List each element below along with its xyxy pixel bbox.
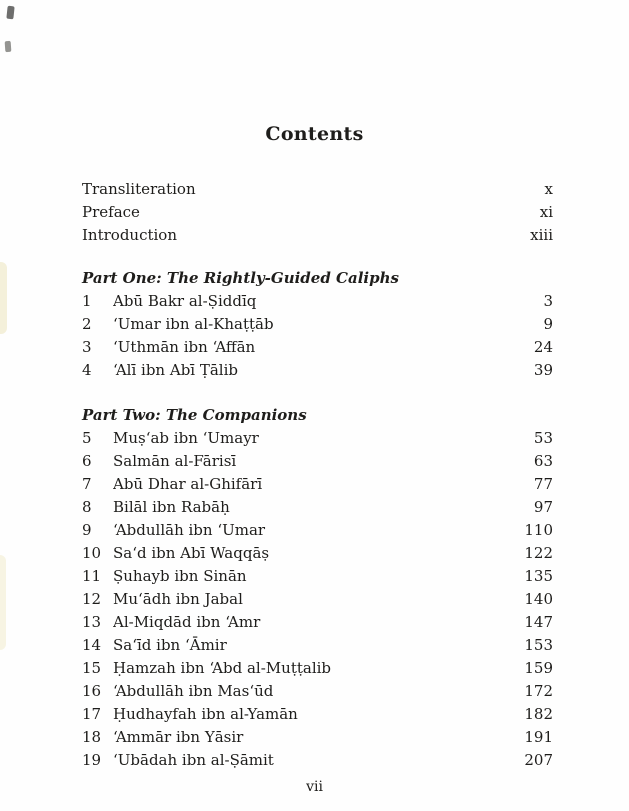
toc-entry-number: 18 — [82, 728, 102, 746]
toc-entry-title: Abū Dhar al-Ghifārī — [113, 475, 263, 493]
toc-section — [82, 404, 553, 772]
toc-entry-page: 77 — [533, 475, 553, 493]
toc-entry-number: 9 — [82, 521, 92, 539]
toc-sections-container — [82, 267, 553, 772]
toc-entry-page: 207 — [524, 751, 553, 769]
toc-entry-row — [82, 588, 553, 611]
toc-entry-page: 153 — [524, 636, 553, 654]
toc-entry-title: ‘Umar ibn al-Khaṭṭāb — [113, 315, 274, 333]
toc-entry-title: Mu‘ādh ibn Jabal — [113, 590, 243, 608]
toc-entry-page: 39 — [533, 361, 553, 379]
toc-entry-page: xi — [539, 203, 553, 221]
scan-speck-artifact — [6, 6, 14, 20]
toc-entry-page: 122 — [524, 544, 553, 562]
toc-entry-page: 53 — [533, 429, 553, 447]
toc-entry-row — [82, 703, 553, 726]
toc-entry-row — [82, 359, 553, 382]
toc-entry-label: Introduction — [82, 226, 177, 244]
toc-entry-page: 3 — [543, 292, 553, 310]
toc-entry-page: 147 — [524, 613, 553, 631]
toc-entry-row — [82, 680, 553, 703]
toc-entry-page: 110 — [524, 521, 553, 539]
toc-entry-title: ‘Abdullāh ibn Mas‘ūd — [113, 682, 274, 700]
toc-entry-page: 97 — [533, 498, 553, 516]
toc-entry-row — [82, 657, 553, 680]
toc-entry-title: Ṣuhayb ibn Sinān — [113, 567, 247, 585]
toc-entry-label: Preface — [82, 203, 140, 221]
toc-entry-number: 7 — [82, 475, 92, 493]
toc-entry-title: ‘Ubādah ibn al-Ṣāmit — [113, 751, 274, 769]
toc-entry-page: 63 — [533, 452, 553, 470]
toc-front-matter-row — [82, 224, 553, 247]
toc-entry-title: Abū Bakr al-Ṣiddīq — [113, 292, 257, 310]
toc-entry-title: Sa‘d ibn Abī Waqqāṣ — [113, 544, 270, 562]
table-of-contents — [82, 178, 553, 772]
toc-entry-number: 2 — [82, 315, 92, 333]
toc-entry-title: Al-Miqdād ibn ‘Amr — [113, 613, 261, 631]
toc-entry-page: 24 — [533, 338, 553, 356]
toc-entry-row — [82, 542, 553, 565]
toc-entry-page: 140 — [524, 590, 553, 608]
toc-entry-title: Muṣ‘ab ibn ‘Umayr — [113, 429, 259, 447]
toc-entry-title: ‘Uthmān ibn ‘Affān — [113, 338, 256, 356]
toc-entry-title: ‘Alī ibn Abī Ṭālib — [113, 361, 239, 379]
toc-entry-number: 13 — [82, 613, 102, 631]
toc-entry-page: x — [544, 180, 553, 198]
toc-entry-page: 9 — [543, 315, 553, 333]
toc-front-matter-row — [82, 201, 553, 224]
toc-entry-number: 17 — [82, 705, 102, 723]
toc-entry-row — [82, 749, 553, 772]
toc-entry-row — [82, 473, 553, 496]
toc-entry-page: 159 — [524, 659, 553, 677]
toc-entry-title: Ḥudhayfah ibn al-Yamān — [113, 705, 298, 723]
page-title: Contents — [265, 123, 364, 145]
toc-entry-number: 4 — [82, 361, 92, 379]
toc-entry-page: xiii — [530, 226, 553, 244]
toc-entry-title: Ḥamzah ibn ‘Abd al-Muṭṭalib — [113, 659, 332, 677]
toc-entry-row — [82, 336, 553, 359]
toc-section-entries — [82, 290, 553, 382]
scan-speck-artifact — [5, 41, 12, 52]
toc-entry-page: 182 — [524, 705, 553, 723]
toc-section — [82, 267, 553, 382]
scan-smudge-artifact — [0, 555, 6, 650]
toc-section-heading: Part Two: The Companions — [82, 406, 307, 424]
toc-entry-row — [82, 496, 553, 519]
toc-entry-number: 6 — [82, 452, 92, 470]
toc-section-entries — [82, 427, 553, 772]
folio-page-number: vii — [306, 779, 323, 795]
toc-entry-number: 1 — [82, 292, 92, 310]
toc-entry-row — [82, 565, 553, 588]
scan-smudge-artifact — [0, 262, 7, 334]
toc-entry-title: Sa‘īd ibn ‘Āmir — [113, 636, 227, 654]
toc-entry-label: Transliteration — [82, 180, 196, 198]
toc-entry-number: 10 — [82, 544, 102, 562]
front-matter-list — [82, 178, 553, 247]
toc-front-matter-row — [82, 178, 553, 201]
toc-entry-page: 191 — [524, 728, 553, 746]
toc-entry-number: 15 — [82, 659, 102, 677]
toc-entry-number: 12 — [82, 590, 102, 608]
toc-entry-title: ‘Ammār ibn Yāsir — [113, 728, 244, 746]
toc-entry-number: 16 — [82, 682, 102, 700]
toc-entry-number: 19 — [82, 751, 102, 769]
toc-entry-page: 172 — [524, 682, 553, 700]
toc-entry-title: ‘Abdullāh ibn ‘Umar — [113, 521, 266, 539]
toc-entry-row — [82, 634, 553, 657]
toc-entry-number: 3 — [82, 338, 92, 356]
toc-entry-number: 14 — [82, 636, 102, 654]
toc-entry-row — [82, 450, 553, 473]
toc-entry-row — [82, 611, 553, 634]
toc-entry-number: 8 — [82, 498, 92, 516]
toc-entry-number: 11 — [82, 567, 102, 585]
toc-entry-row — [82, 726, 553, 749]
toc-entry-page: 135 — [524, 567, 553, 585]
toc-entry-number: 5 — [82, 429, 92, 447]
toc-entry-title: Salmān al-Fārisī — [113, 452, 237, 470]
toc-entry-row — [82, 519, 553, 542]
toc-entry-title: Bilāl ibn Rabāḥ — [113, 498, 230, 516]
toc-entry-row — [82, 313, 553, 336]
toc-entry-row — [82, 290, 553, 313]
toc-entry-row — [82, 427, 553, 450]
toc-section-heading: Part One: The Rightly-Guided Caliphs — [82, 269, 399, 287]
